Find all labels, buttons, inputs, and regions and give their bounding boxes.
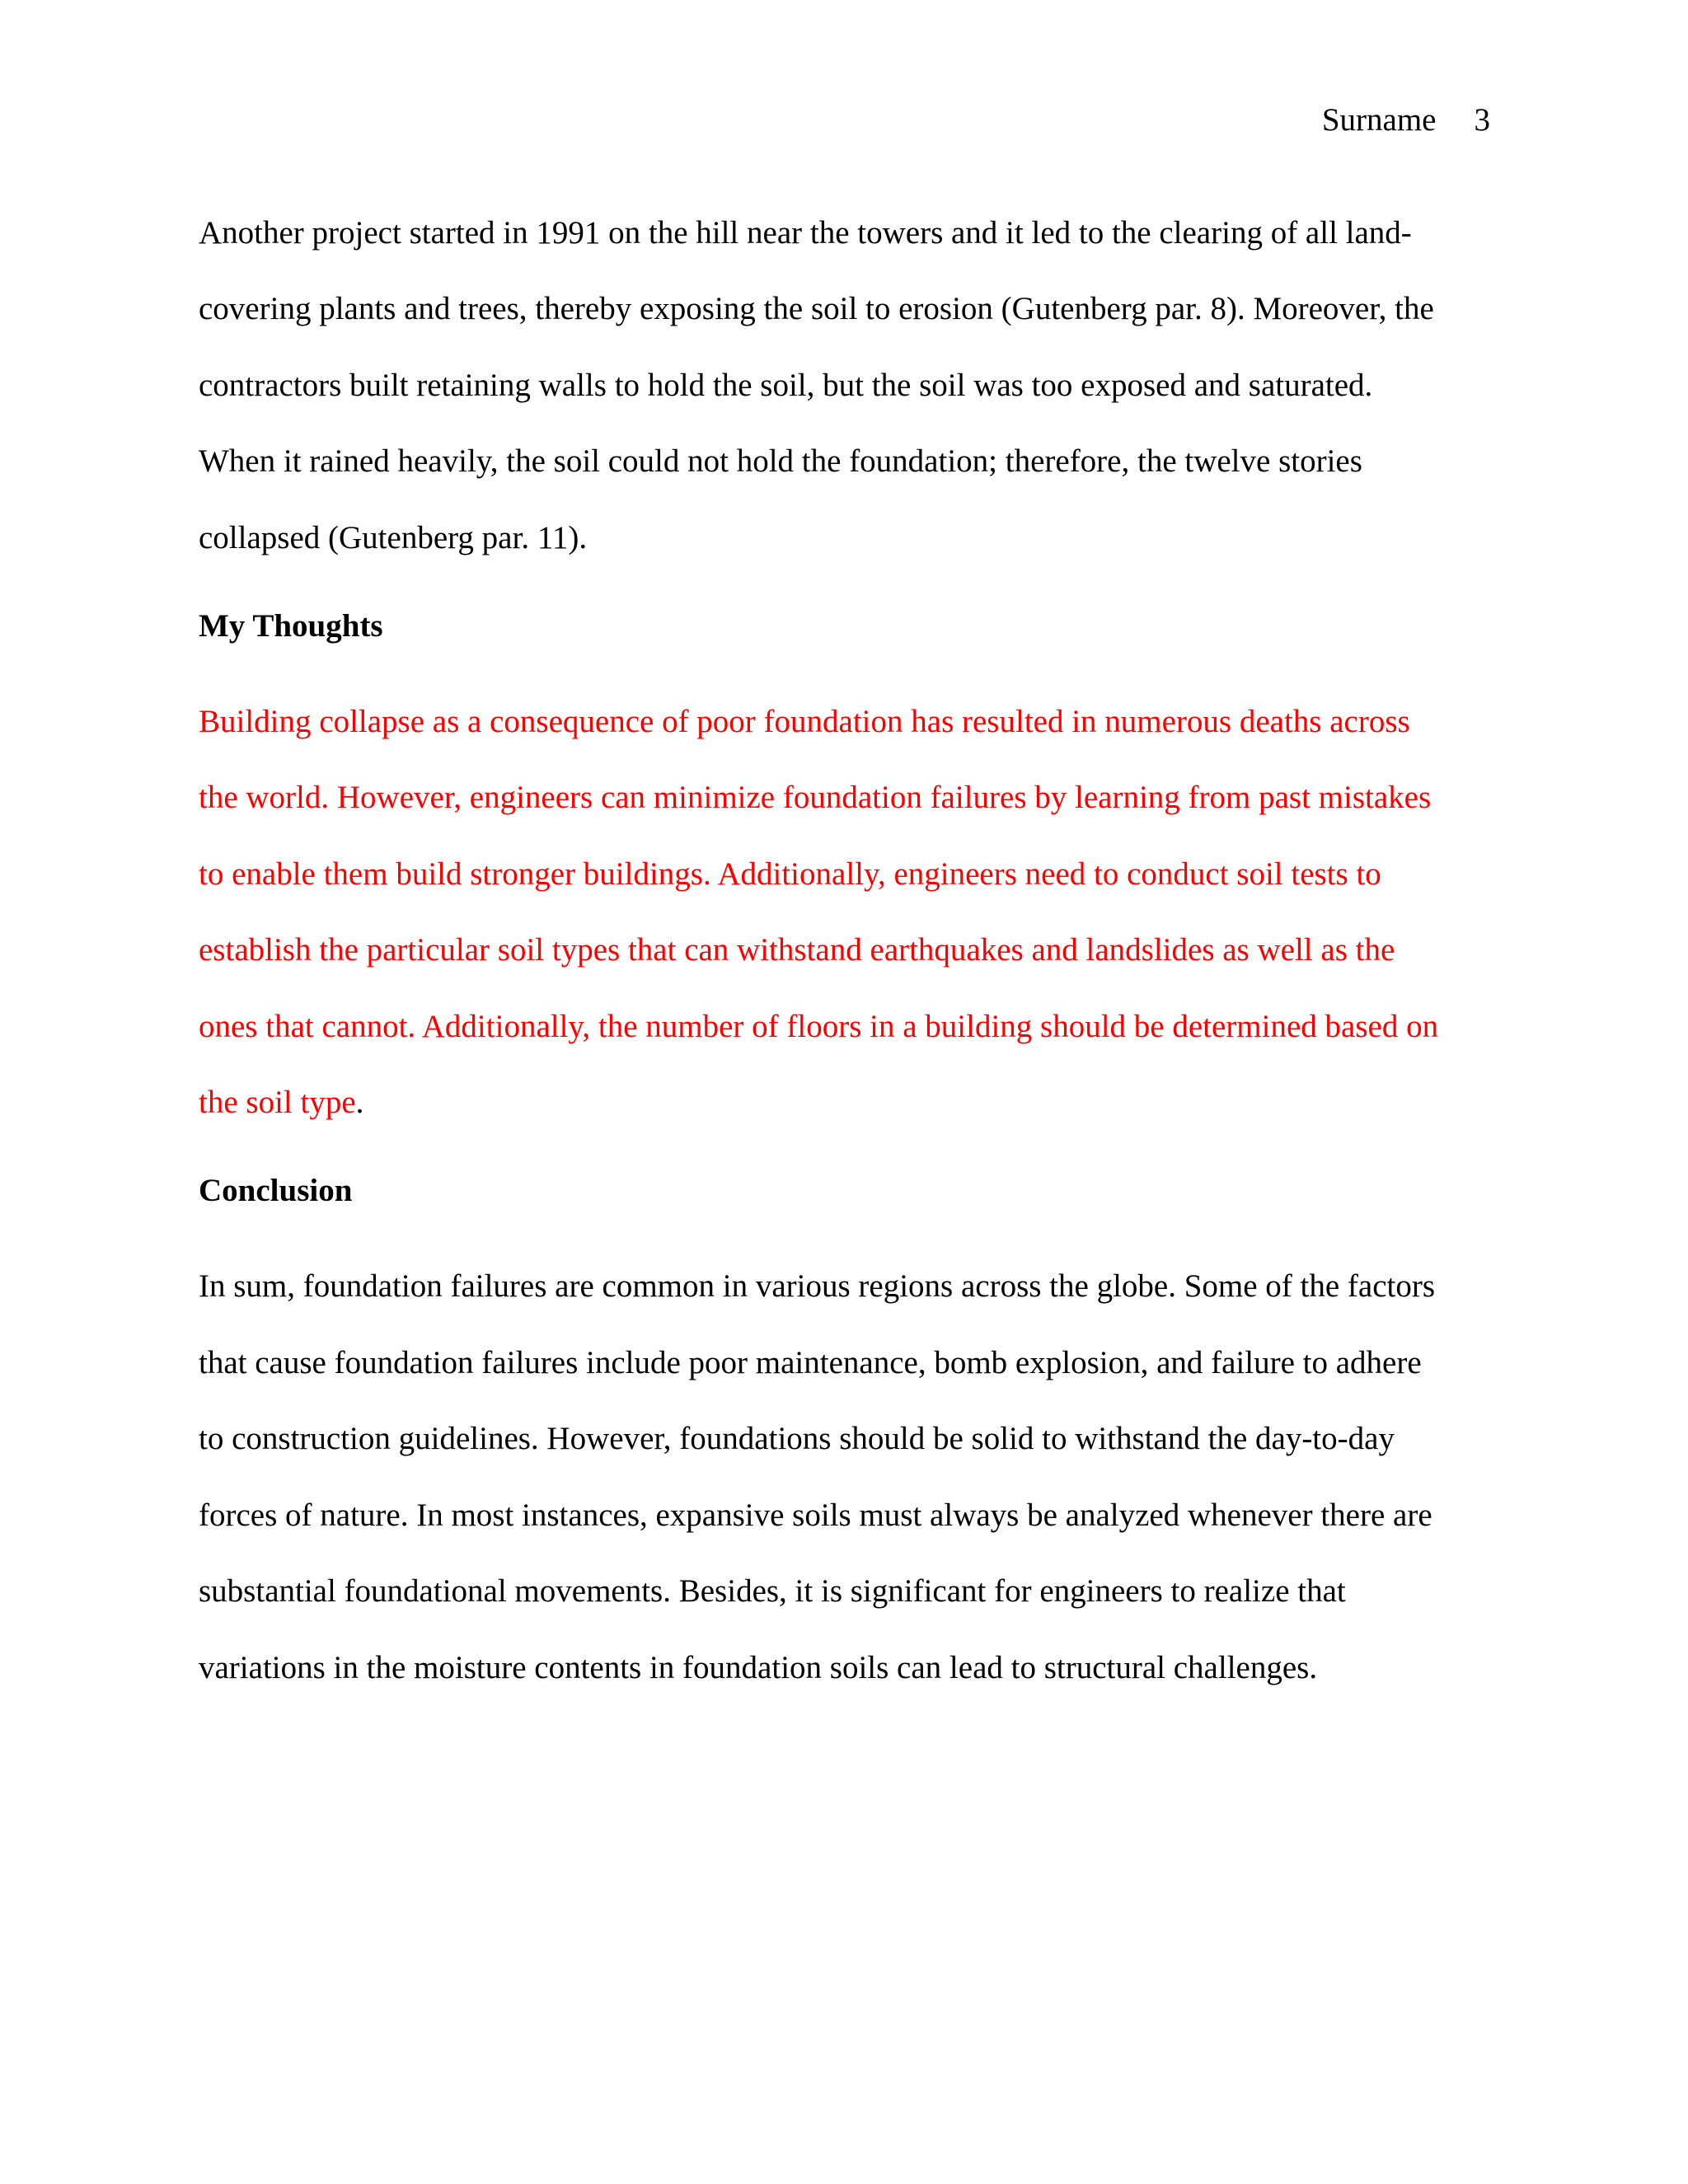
body-text	[199, 195, 1493, 1706]
heading-my-thoughts: My Thoughts	[199, 608, 383, 644]
text-line: to construction guidelines. However, foundations should be solid to withstand the day-to-day	[199, 1421, 1395, 1457]
text-line: that cause foundation failures include poor maintenance, bomb explosion, and failure to adhere	[199, 1344, 1422, 1380]
text-line: contractors built retaining walls to hold the soil, but the soil was too exposed and saturated.	[199, 367, 1373, 403]
text-line: collapsed (Gutenberg par. 11).	[199, 519, 588, 555]
highlighted-text-line: ones that cannot. Additionally, the number of floors in a building should be determined based on	[199, 1008, 1439, 1044]
highlighted-text-line: establish the particular soil types that can withstand earthquakes and landslides as well as the	[199, 932, 1395, 968]
paragraph-conclusion	[199, 1249, 1493, 1705]
trailing-period: .	[355, 1085, 364, 1121]
highlighted-text-line: the world. However, engineers can minimize foundation failures by learning from past mistakes	[199, 780, 1432, 816]
text-line	[199, 1065, 1493, 1141]
text-line: In sum, foundation failures are common in various regions across the globe. Some of the factors	[199, 1268, 1436, 1305]
text-line: forces of nature. In most instances, expansive soils must always be analyzed whenever there are	[199, 1497, 1432, 1533]
paragraph-background	[199, 195, 1493, 576]
text-line: covering plants and trees, thereby exposing the soil to erosion (Gutenberg par. 8). Moreover, the	[199, 291, 1434, 327]
heading-conclusion: Conclusion	[199, 1173, 353, 1209]
page-number: 3	[1474, 102, 1490, 138]
highlighted-text-line: Building collapse as a consequence of poor foundation has resulted in numerous deaths across	[199, 704, 1410, 740]
header-surname: Surname	[1321, 102, 1437, 138]
highlighted-text-line: to enable them build stronger buildings. Additionally, engineers need to conduct soil tests to	[199, 855, 1381, 892]
text-line: When it rained heavily, the soil could not hold the foundation; therefore, the twelve stories	[199, 443, 1362, 480]
text-line: substantial foundational movements. Besides, it is significant for engineers to realize that	[199, 1573, 1346, 1610]
text-line: variations in the moisture contents in foundation soils can lead to structural challenges.	[199, 1649, 1318, 1685]
running-head	[1322, 97, 1490, 143]
paragraph-my-thoughts	[199, 684, 1493, 1141]
text-line: Another project started in 1991 on the hill near the towers and it led to the clearing of all land-	[199, 215, 1412, 251]
highlighted-text-fragment: the soil type	[199, 1085, 356, 1121]
